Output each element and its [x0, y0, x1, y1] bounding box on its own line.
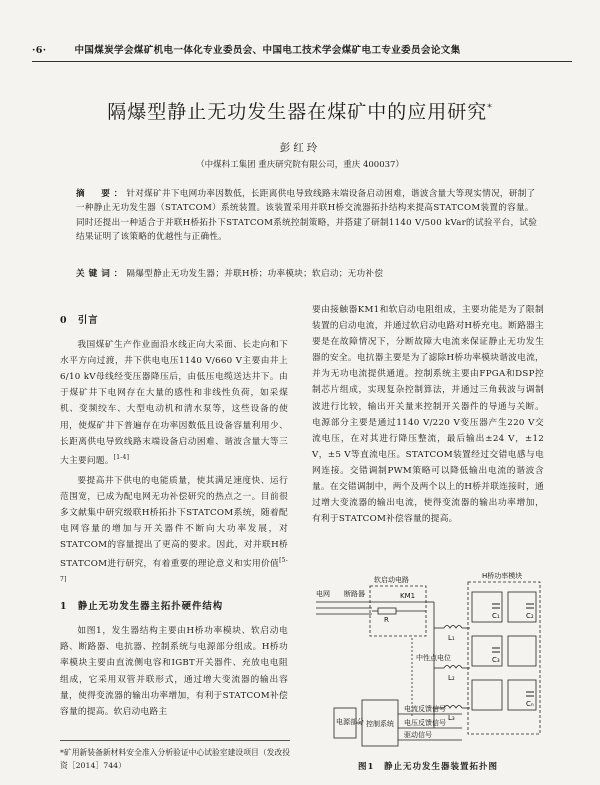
- section-1-paragraph: 如图1，发生器结构主要由H桥功率模块、软启动电路、断路器、电抗器、控制系统与电源部分组成。H桥功率模块主要由直流侧电容和IGBT开关器件、充放电电阻组成，它采用双管并联形式，通过增大变流器的输出容量，使得变流器的输出功率增加，有利于STATCOM补偿容量的提高。软启动电路主: [60, 626, 288, 717]
- label-km1: KM1: [400, 592, 416, 600]
- keywords-label: 关键词：: [76, 269, 127, 279]
- label-softstart: 软启动电路: [374, 576, 409, 584]
- paper-title: [0, 97, 600, 124]
- resistor-r: [378, 608, 396, 614]
- intro-paragraph-1: [60, 337, 288, 469]
- intro-paragraph-2-text: 要提高井下供电的电能质量，使其满足速度快、运行范围宽，已成为配电网无功补偿研究的热点之一。目前很多文献集中研究级联H桥拓扑下STATCOM系统，随着配电网容量的增加与开关器件不断向大功率发展，对STATCOM的容量提出了更高的要求。因此，对并联H桥STATCOM进行研究，有着重要的理论意义和实用价值: [60, 475, 288, 570]
- label-control: 控制系统: [366, 720, 394, 728]
- right-paragraph: 要由接触器KM1和软启动电阻组成，主要功能是为了限制装置的启动电流，并通过软启动电路对H桥充电。断路器主要是在故障情况下，分断故障大电流来保证静止无功发生器的安全。电抗器主要是为了滤除H桥功率模块谐波电流，并为无功电流提供通道。控制系统主要由FPGA和DSP控制芯片组成，实现复杂控制算法，并通过三角载波与调制波进行比较，输出开关量来控制开关器件的导通与关断。电源部分主要是通过1140 V/220 V变压器产生220 V交流电压，在对其进行降压整流，最后输出±24 V，±12 V，±5 V等直流电压。STATCOM装置经过交错电感与电网连接。交错调制PWM策略可以降低输出电流的谐波含量。在交错调制中，两个及两个以上的H桥并联连接时，通过增大变流器的输出电流，使得变流器的输出功率增加，有利于STATCOM补偿容量的提高。: [312, 305, 544, 525]
- label-voltage-fb: 电压反馈信号: [404, 719, 446, 727]
- page-number: ·6·: [32, 45, 47, 56]
- abstract: [76, 187, 542, 245]
- label-c2: C₂: [526, 612, 534, 620]
- right-column: [312, 302, 544, 531]
- citation: [5-7]: [60, 557, 288, 584]
- journal-line: 中国煤炭学会煤矿机电一体化专业委员会、中国电工技术学会煤矿电工专业委员会论文集: [74, 45, 461, 56]
- label-current-fb: 电流反馈信号: [404, 705, 446, 713]
- label-hbridge: H桥功率模块: [482, 572, 523, 580]
- keywords-text: 隔爆型静止无功发生器；并联H桥；功率模块；软启动；无功补偿: [126, 269, 384, 279]
- footnote: *矿用新装备新材料安全准入分析验证中心试验室建设项目（发改投资［2014］744）: [60, 740, 290, 772]
- topology-diagram: [312, 568, 544, 756]
- label-cn: Cₙ: [526, 700, 534, 708]
- label-middle: 中性点电位: [416, 654, 451, 662]
- label-l1: L₁: [448, 634, 455, 642]
- inductor-l1: [444, 626, 462, 629]
- topology-figure: [312, 568, 544, 756]
- label-drive: 驱动信号: [404, 731, 432, 739]
- section-0-heading: 0 引言: [60, 315, 99, 326]
- label-power: 电源部分: [336, 718, 364, 726]
- abstract-text: 针对煤矿井下电网功率因数低，长距离供电导致线路末端设备启动困难，谐波含量大等现实情况，研制了一种静止无功发生器（STATCOM）系统装置。该装置采用并联H桥交流器拓扑结构来提高STATCOM装置的容量。同时还提出一种适合于并联H桥拓扑下STATCOM系统控制策略，并搭建了研制1140 V/500 kVar的试验平台，试验结果证明了该策略的优越性与正确性。: [76, 189, 538, 243]
- title-footnote-mark: *: [487, 103, 493, 114]
- keywords: [76, 267, 542, 281]
- left-column: [60, 305, 288, 724]
- inductor-l3: [444, 706, 462, 709]
- hbridge-box: [468, 582, 540, 734]
- label-breaker: 断路器: [344, 590, 365, 598]
- intro-paragraph-2: [60, 473, 288, 591]
- hbridge-module-4: [508, 636, 536, 666]
- intro-paragraph-1-text: 我国煤矿生产作业面沿水线正向大采面、长走向和下水平方向过渡，井下供电电压1140 V/660 V主要由井上6/10 kV母线经变压器降压后，由低压电缆送达井下。由于煤矿井下电网存在大量的感性和非线性负荷，如采煤机、变频绞车、大型电动机和清水泵等，这些设备的使用，使煤矿井下普遍存在功率因数低且设备容量利用少、长距离供电导致线路末端设备启动困难、谐波含量大等三大主要问题。: [60, 340, 288, 466]
- running-header: [32, 42, 572, 62]
- author: 彭红玲: [279, 142, 321, 154]
- section-1-heading: 1 静止无功发生器主拓扑硬件结构: [60, 601, 224, 613]
- label-l3: L₃: [448, 714, 455, 722]
- label-c3: C₃: [492, 656, 500, 664]
- citation: [1-4]: [113, 453, 130, 461]
- inductor-l2: [444, 666, 462, 669]
- hbridge-module-5: [472, 680, 502, 710]
- label-r: R: [384, 616, 389, 624]
- figure-caption: 图1 静止无功发生器装置拓扑图: [358, 762, 498, 772]
- label-grid: 电网: [316, 590, 330, 598]
- label-l2: L₂: [448, 674, 455, 682]
- abstract-label: 摘 要：: [76, 189, 127, 199]
- title-text: 隔爆型静止无功发生器在煤矿中的应用研究: [107, 101, 488, 123]
- affiliation: （中煤科工集团 重庆研究院有限公司，重庆 400037）: [196, 160, 404, 170]
- label-c1: C₁: [492, 612, 500, 620]
